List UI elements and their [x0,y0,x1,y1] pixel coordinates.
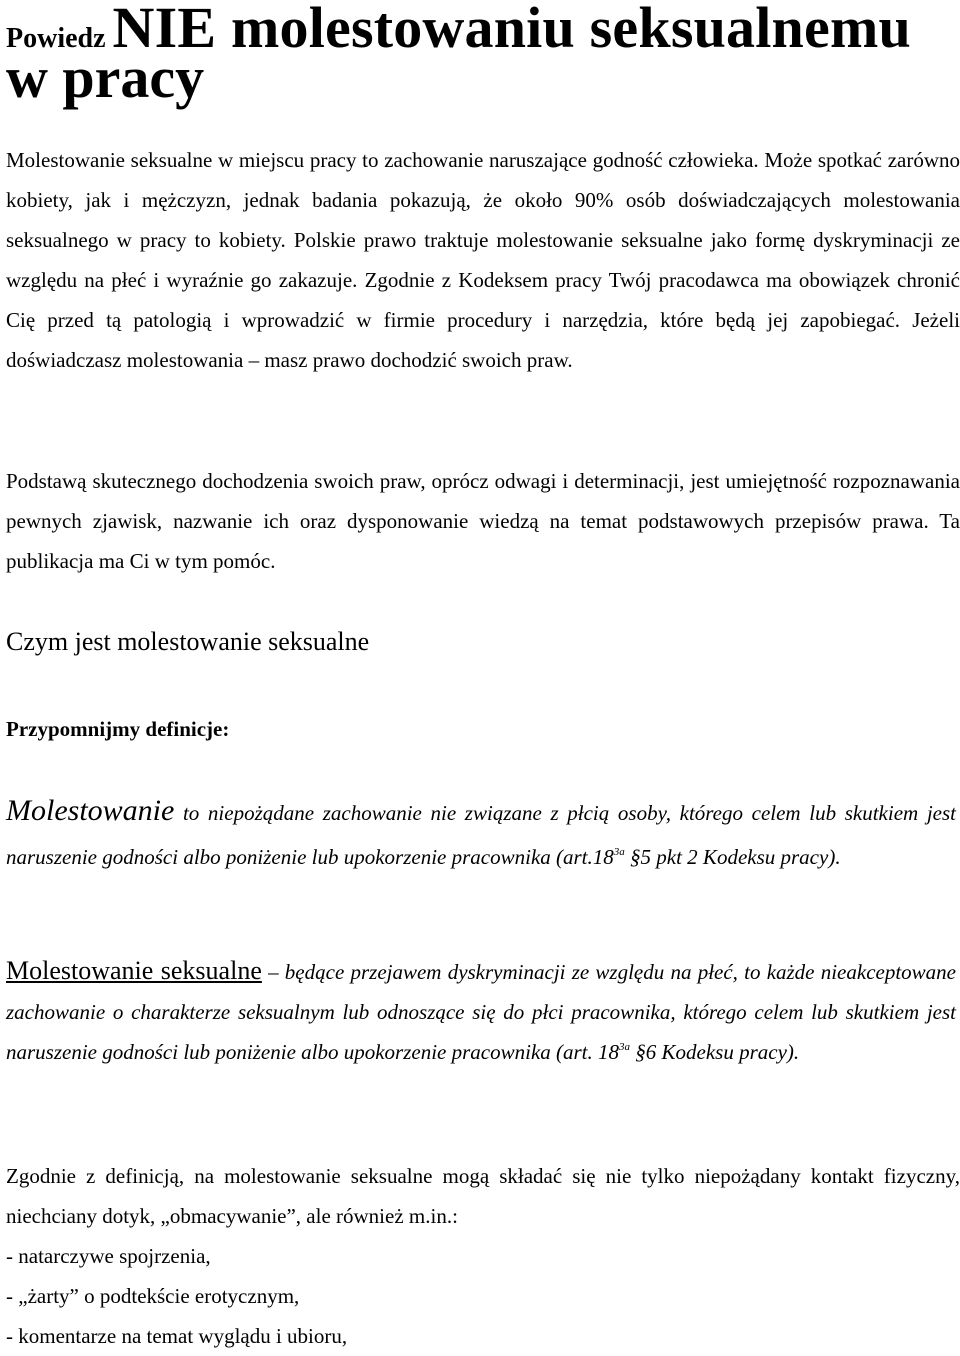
examples-list [6,1236,347,1356]
examples-intro: Zgodnie z definicją, na molestowanie seksualne mogą składać się nie tylko niepożądany kontakt fizyczny, niechciany dotyk, „obmacywanie”, ale również m.in.: [6,1164,960,1228]
article-superscript: 3a [613,846,625,858]
title-prefix: Powiedz [6,23,113,54]
list-item: - komentarze na temat wyglądu i ubioru, [6,1324,348,1348]
article-superscript: 3a [619,1041,631,1053]
section-heading: Czym jest molestowanie seksualne [6,627,370,656]
title-line-2: w pracy [6,45,205,110]
document-title [6,0,954,110]
intro-paragraph-2: Podstawą skutecznego dochodzenia swoich praw, oprócz odwagi i determinacji, jest umiejętność rozpoznawania pewnych zjawisk, nazwanie ich oraz dysponowanie wiedzą na temat podstawowych przepisów prawa. Ta publikacja ma Ci w tym pomóc. [6,469,960,573]
definition-text: – będące przejawem dyskryminacji ze względu na płeć, to każde nieakceptowane zachowanie o charakterze seksualnym lub odnoszące się do płci pracownika, którego celem lub skutkiem jest naruszenie godności lub poniżenie albo upokorzenie pracownika (art. 18 [6,960,956,1064]
definition-text: to niepożądane zachowanie nie związane z płcią osoby, którego celem lub skutkiem jest naruszenie godności albo poniżenie lub upokorzenie pracownika (art.18 [6,801,956,869]
title-main: NIE molestowaniu seksualnemu [112,0,911,60]
definition-term: Molestowanie [6,794,175,827]
definition-text-end: §5 pkt 2 Kodeksu pracy). [624,845,841,869]
list-item: - „żarty” o podtekście erotycznym, [6,1284,300,1308]
definition-molestowanie-seksualne [6,951,956,1072]
intro-paragraph-1: Molestowanie seksualne w miejscu pracy to zachowanie naruszające godność człowieka. Może spotkać zarówno kobiety, jak i mężczyzn, jednak badania pokazują, że około 90% osób doświadczających molestowania seksualnego w pracy to kobiety. Polskie prawo traktuje molestowanie seksualne jako formę dyskryminacji ze względu na płeć i wyraźnie go zakazuje. Zgodnie z Kodeksem pracy Twój pracodawca ma obowiązek chronić Cię przed tą patologią i wprowadzić w firmie procedury i narzędzia, które będą jej zapobiegać. Jeżeli doświadczasz molestowania – masz prawo dochodzić swoich praw. [6,148,960,372]
definition-text-end: §6 Kodeksu pracy). [630,1040,800,1064]
definition-molestowanie [6,789,956,879]
document-page [6,0,960,1348]
list-item: - natarczywe spojrzenia, [6,1244,211,1268]
title-line-1 [6,0,954,60]
section-subheading: Przypomnijmy definicje: [6,717,230,741]
definition-term: Molestowanie seksualne [6,956,262,985]
